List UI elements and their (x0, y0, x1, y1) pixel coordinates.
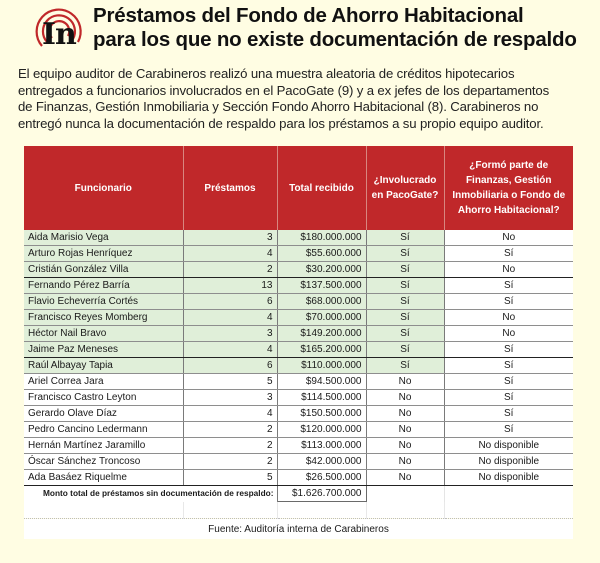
cell-total: $110.000.000 (277, 358, 366, 374)
cell-total: $26.500.000 (277, 470, 366, 486)
table-row (24, 470, 573, 486)
cell-pacogate: Sí (366, 310, 444, 326)
cell-dept: Sí (444, 422, 573, 438)
cell-loans: 3 (183, 230, 277, 246)
cell-pacogate: No (366, 374, 444, 390)
cell-dept: No disponible (444, 438, 573, 454)
table-row (24, 374, 573, 390)
cell-dept: No disponible (444, 470, 573, 486)
table-row (24, 454, 573, 470)
cell-loans: 2 (183, 262, 277, 278)
cell-name: Hernán Martínez Jaramillo (24, 438, 183, 454)
header-pacogate: ¿Involucrado en PacoGate? (366, 146, 444, 230)
cell-dept: No disponible (444, 454, 573, 470)
table-row (24, 310, 573, 326)
title-line-1: Préstamos del Fondo de Ahorro Habitacional (93, 4, 524, 27)
table-row (24, 326, 573, 342)
header-total-recibido: Total recibido (277, 146, 366, 230)
table-header-row (24, 146, 573, 230)
cell-total: $94.500.000 (277, 374, 366, 390)
table-row (24, 390, 573, 406)
page-title (93, 4, 577, 52)
cell-loans: 6 (183, 294, 277, 310)
table-row (24, 230, 573, 246)
cell-pacogate: No (366, 438, 444, 454)
cell-total: $120.000.000 (277, 422, 366, 438)
intro-line: entregados a funcionarios involucrados en el PacoGate (9) y a ex jefes de los departamentos (18, 82, 550, 98)
cell-name: Óscar Sánchez Troncoso (24, 454, 183, 470)
cell-total: $150.500.000 (277, 406, 366, 422)
intro-line: entregó nunca la documentación de respaldo para los préstamos a su propio equipo auditor. (18, 115, 544, 131)
cell-loans: 3 (183, 390, 277, 406)
table-row (24, 278, 573, 294)
cell-name: Ariel Correa Jara (24, 374, 183, 390)
cell-total: $180.000.000 (277, 230, 366, 246)
empty-cell (366, 486, 444, 502)
cell-name: Aida Marisio Vega (24, 230, 183, 246)
table-row (24, 342, 573, 358)
table-row (24, 406, 573, 422)
intro-paragraph (18, 66, 598, 132)
cell-total: $70.000.000 (277, 310, 366, 326)
cell-pacogate: Sí (366, 262, 444, 278)
cell-total: $113.000.000 (277, 438, 366, 454)
cell-pacogate: No (366, 422, 444, 438)
cell-total: $42.000.000 (277, 454, 366, 470)
cell-total: $114.500.000 (277, 390, 366, 406)
cell-loans: 2 (183, 422, 277, 438)
table-row (24, 262, 573, 278)
cell-loans: 2 (183, 438, 277, 454)
cell-loans: 4 (183, 246, 277, 262)
cell-pacogate: Sí (366, 342, 444, 358)
cell-loans: 13 (183, 278, 277, 294)
cell-dept: No (444, 326, 573, 342)
table-row (24, 438, 573, 454)
loans-table (24, 146, 573, 539)
cell-name: Gerardo Olave Díaz (24, 406, 183, 422)
cell-dept: Sí (444, 294, 573, 310)
cell-loans: 6 (183, 358, 277, 374)
table-row (24, 422, 573, 438)
cell-total: $30.200.000 (277, 262, 366, 278)
cell-name: Flavio Echeverría Cortés (24, 294, 183, 310)
cell-pacogate: Sí (366, 230, 444, 246)
blank-row (24, 502, 573, 519)
table-row (24, 294, 573, 310)
source-note: Fuente: Auditoría interna de Carabineros (24, 519, 573, 540)
cell-name: Héctor Nail Bravo (24, 326, 183, 342)
empty-cell (183, 502, 277, 519)
cell-pacogate: Sí (366, 246, 444, 262)
cell-name: Francisco Reyes Momberg (24, 310, 183, 326)
cell-dept: Sí (444, 390, 573, 406)
total-row (24, 486, 573, 502)
empty-cell (366, 502, 444, 519)
cell-total: $165.200.000 (277, 342, 366, 358)
cell-total: $149.200.000 (277, 326, 366, 342)
cell-name: Jaime Paz Meneses (24, 342, 183, 358)
cell-total: $55.600.000 (277, 246, 366, 262)
logo (28, 2, 88, 54)
total-label: Monto total de préstamos sin documentación de respaldo: (24, 486, 277, 502)
cell-pacogate: No (366, 390, 444, 406)
cell-dept: Sí (444, 406, 573, 422)
source-row (24, 519, 573, 540)
cell-pacogate: Sí (366, 326, 444, 342)
cell-dept: No (444, 230, 573, 246)
header-funcionario: Funcionario (24, 146, 183, 230)
cell-name: Raúl Albayay Tapia (24, 358, 183, 374)
total-value: $1.626.700.000 (277, 486, 366, 502)
cell-name: Pedro Cancino Ledermann (24, 422, 183, 438)
cell-name: Arturo Rojas Henríquez (24, 246, 183, 262)
header-departamento: ¿Formó parte de Finanzas, Gestión Inmobiliaria o Fondo de Ahorro Habitacional? (444, 146, 573, 230)
cell-name: Francisco Castro Leyton (24, 390, 183, 406)
cell-total: $137.500.000 (277, 278, 366, 294)
cell-dept: Sí (444, 278, 573, 294)
cell-name: Cristián González Villa (24, 262, 183, 278)
cell-name: Fernando Pérez Barría (24, 278, 183, 294)
cell-pacogate: No (366, 454, 444, 470)
cell-loans: 5 (183, 470, 277, 486)
header-prestamos: Préstamos (183, 146, 277, 230)
cell-dept: No (444, 310, 573, 326)
cell-dept: Sí (444, 342, 573, 358)
cell-dept: Sí (444, 246, 573, 262)
cell-pacogate: Sí (366, 278, 444, 294)
cell-total: $68.000.000 (277, 294, 366, 310)
intro-line: de Finanzas, Gestión Inmobiliaria y Sección Fondo Ahorro Habitacional (8). Carabineros no (18, 99, 539, 114)
cell-pacogate: Sí (366, 358, 444, 374)
empty-cell (444, 486, 573, 502)
cell-loans: 4 (183, 406, 277, 422)
cell-loans: 4 (183, 310, 277, 326)
empty-cell (277, 502, 366, 519)
title-line-2: para los que no existe documentación de respaldo (93, 28, 577, 51)
cell-dept: Sí (444, 358, 573, 374)
cell-loans: 4 (183, 342, 277, 358)
cell-dept: Sí (444, 374, 573, 390)
cell-name: Ada Basáez Riquelme (24, 470, 183, 486)
cell-pacogate: No (366, 406, 444, 422)
cell-loans: 3 (183, 326, 277, 342)
empty-cell (444, 502, 573, 519)
cell-pacogate: Sí (366, 294, 444, 310)
intro-line: El equipo auditor de Carabineros realizó una muestra aleatoria de créditos hipotecarios (18, 66, 515, 81)
cell-loans: 5 (183, 374, 277, 390)
cell-loans: 2 (183, 454, 277, 470)
cell-dept: No (444, 262, 573, 278)
logo-text: In (42, 17, 76, 52)
cell-pacogate: No (366, 470, 444, 486)
table-row (24, 246, 573, 262)
empty-cell (24, 502, 183, 519)
table-row (24, 358, 573, 374)
